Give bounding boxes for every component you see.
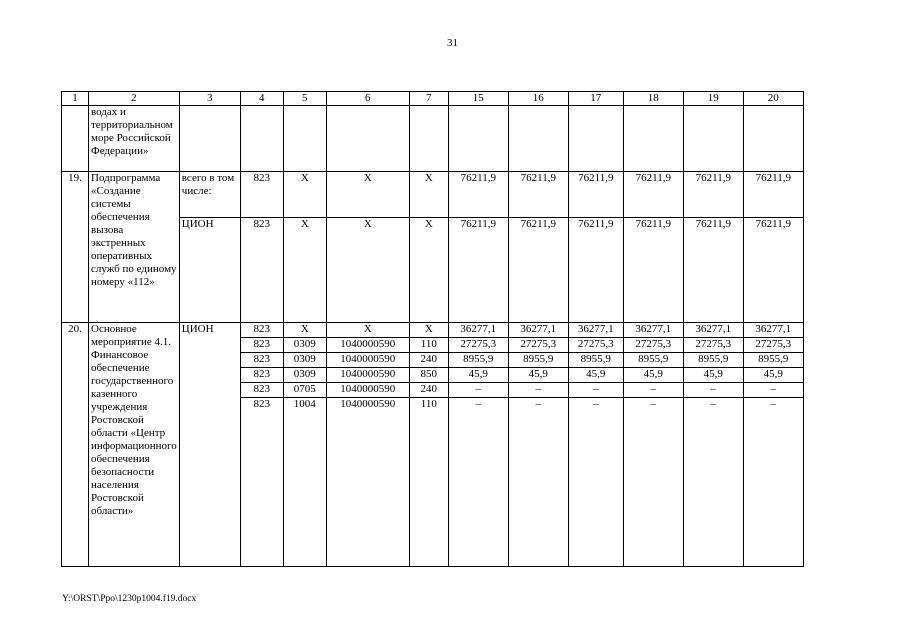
header-cell: 6 <box>326 92 409 106</box>
table-cell: 36277,1 <box>508 323 568 338</box>
header-cell: 17 <box>568 92 623 106</box>
table-cell: 8955,9 <box>683 353 743 368</box>
table-cell: X <box>283 218 326 323</box>
header-cell: 18 <box>623 92 683 106</box>
header-cell: 16 <box>508 92 568 106</box>
footer-path: Y:\ORST\Ppo\1230p1004.f19.docx <box>62 594 197 604</box>
header-cell: 3 <box>179 92 240 106</box>
table-cell: 36277,1 <box>568 323 623 338</box>
table-cell: 27275,3 <box>448 338 508 353</box>
table-cell: X <box>283 323 326 338</box>
table-cell: – <box>508 398 568 567</box>
table-cell: 76211,9 <box>508 172 568 218</box>
budget-table <box>61 91 804 567</box>
table-cell: 27275,3 <box>743 338 803 353</box>
table-cell: 823 <box>240 383 283 398</box>
table-cell: 1040000590 <box>326 368 409 383</box>
table-cell: 76211,9 <box>508 218 568 323</box>
table-cell: ЦИОН <box>179 218 240 323</box>
table-cell: ЦИОН <box>179 323 240 567</box>
table-cell: – <box>568 383 623 398</box>
table-cell: 0309 <box>283 368 326 383</box>
table-cell: X <box>326 172 409 218</box>
table-cell: – <box>448 398 508 567</box>
header-cell: 1 <box>62 92 89 106</box>
table-cell: – <box>508 383 568 398</box>
table-row <box>62 323 804 338</box>
table-cell: Основное мероприятие 4.1. Финансовое обеспечение государственного казенного учреждения Ростовской области «Центр информационного обеспечения безопасности населения Ростовской области» <box>89 323 180 567</box>
table-cell: – <box>683 398 743 567</box>
header-cell: 20 <box>743 92 803 106</box>
table-cell: всего в том числе: <box>179 172 240 218</box>
table-cell: X <box>283 172 326 218</box>
table-cell: – <box>683 383 743 398</box>
table-cell: 1040000590 <box>326 383 409 398</box>
table-cell: X <box>409 323 448 338</box>
table-cell: 8955,9 <box>623 353 683 368</box>
table-cell: 27275,3 <box>683 338 743 353</box>
table-cell: 76211,9 <box>743 172 803 218</box>
table-cell: X <box>326 323 409 338</box>
table-cell: 823 <box>240 218 283 323</box>
header-cell: 15 <box>448 92 508 106</box>
table-cell: 76211,9 <box>623 172 683 218</box>
table-cell: 36277,1 <box>623 323 683 338</box>
header-cell: 2 <box>89 92 180 106</box>
table-cell: – <box>743 398 803 567</box>
table-cell: 8955,9 <box>508 353 568 368</box>
table-cell: 110 <box>409 338 448 353</box>
table-cell: 76211,9 <box>568 172 623 218</box>
table-row <box>62 106 804 172</box>
table-cell: 823 <box>240 172 283 218</box>
table-cell: 823 <box>240 353 283 368</box>
table-cell: 240 <box>409 353 448 368</box>
name-cell: водах и территориальном море Российской Федерации» <box>89 106 180 172</box>
table-cell: Подпрограмма «Создание системы обеспечения вызова экстренных оперативных служб по единому номеру «112» <box>89 172 180 323</box>
table-cell: 1040000590 <box>326 398 409 567</box>
table-cell: 45,9 <box>623 368 683 383</box>
table-cell: 1004 <box>283 398 326 567</box>
table-cell: 45,9 <box>683 368 743 383</box>
header-cell: 4 <box>240 92 283 106</box>
table-cell: 110 <box>409 398 448 567</box>
table-cell: – <box>743 383 803 398</box>
table-cell: 1040000590 <box>326 338 409 353</box>
table-cell: 823 <box>240 398 283 567</box>
table-cell: 0705 <box>283 383 326 398</box>
table-cell: 36277,1 <box>448 323 508 338</box>
table-cell: 19. <box>62 172 89 323</box>
table-cell: 76211,9 <box>568 218 623 323</box>
table-cell: X <box>326 218 409 323</box>
header-cell: 7 <box>409 92 448 106</box>
table-cell: 823 <box>240 338 283 353</box>
table-cell: 76211,9 <box>448 172 508 218</box>
table-cell: 8955,9 <box>448 353 508 368</box>
header-cell: 5 <box>283 92 326 106</box>
table-cell: 8955,9 <box>743 353 803 368</box>
table-cell: 45,9 <box>568 368 623 383</box>
table-cell: 36277,1 <box>743 323 803 338</box>
table-cell: X <box>409 172 448 218</box>
table-cell: 240 <box>409 383 448 398</box>
table-cell: 1040000590 <box>326 353 409 368</box>
page-number: 31 <box>447 37 458 49</box>
table-cell: – <box>623 398 683 567</box>
table-row <box>62 172 804 218</box>
table-cell: 0309 <box>283 338 326 353</box>
table-cell: 45,9 <box>508 368 568 383</box>
header-row <box>62 92 804 106</box>
table-cell: – <box>568 398 623 567</box>
table-cell: 76211,9 <box>448 218 508 323</box>
table-cell: 27275,3 <box>568 338 623 353</box>
table-cell: 850 <box>409 368 448 383</box>
table-cell: 27275,3 <box>508 338 568 353</box>
table-cell: 0309 <box>283 353 326 368</box>
table-cell: – <box>448 383 508 398</box>
table-cell: 8955,9 <box>568 353 623 368</box>
table-cell: 36277,1 <box>683 323 743 338</box>
table-cell: 20. <box>62 323 89 567</box>
table-cell: 76211,9 <box>743 218 803 323</box>
table-cell: X <box>409 218 448 323</box>
table-cell: 76211,9 <box>683 218 743 323</box>
table-cell: 823 <box>240 323 283 338</box>
table-cell: – <box>623 383 683 398</box>
header-cell: 19 <box>683 92 743 106</box>
table-cell: 76211,9 <box>683 172 743 218</box>
table-cell: 76211,9 <box>623 218 683 323</box>
table-cell: 823 <box>240 368 283 383</box>
table-cell: 45,9 <box>448 368 508 383</box>
table-cell: 45,9 <box>743 368 803 383</box>
table-cell: 27275,3 <box>623 338 683 353</box>
